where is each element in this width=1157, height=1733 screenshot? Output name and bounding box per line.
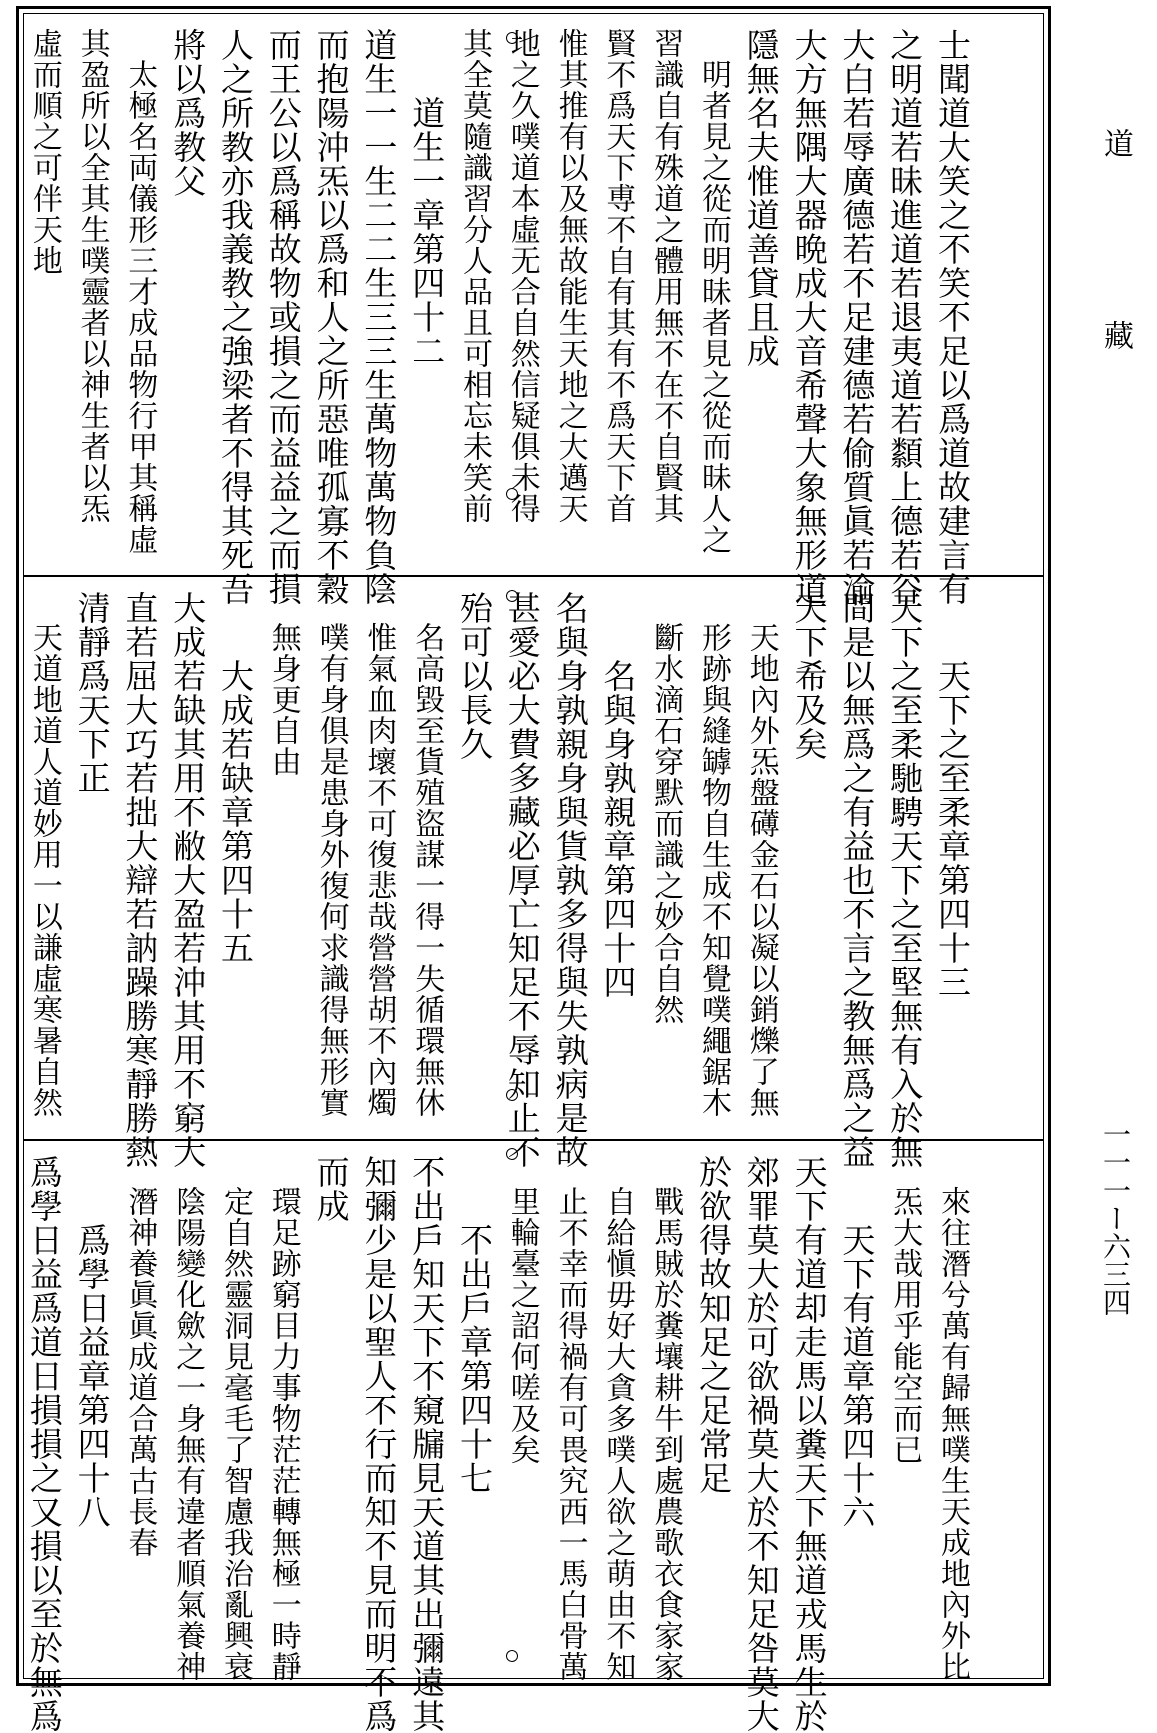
text-column: 殆可以長久 xyxy=(455,591,494,761)
commentary-column: 習識自有殊道之體用無不在不自賢其 xyxy=(648,28,684,524)
commentary-column: 其盈所以全其生噗靈者以神生者以炁 xyxy=(74,28,110,524)
commentary-column: 太極名両儀形三才成品物行甲其稱虛 xyxy=(122,28,158,555)
text-column: 之明道若昧進道若退夷道若纇上德若谷 xyxy=(885,28,925,606)
commentary-column: 戰馬賊於糞壤耕牛到處農歌衣食家家 xyxy=(648,1155,684,1682)
text-column: 隱無名夫惟道善貸且成 xyxy=(741,28,781,368)
text-column: 名與身孰親章第四十四 xyxy=(598,591,638,999)
commentary-column: 天地內外炁盤礡金石以凝以銷爍了無 xyxy=(743,591,779,1118)
commentary-column: 定自然靈洞見毫毛了智慮我治亂興衰 xyxy=(218,1155,253,1682)
commentary-column: 無身更自由 xyxy=(265,591,301,777)
page-frame xyxy=(16,6,1051,1733)
text-column: 天下之至柔章第四十三 xyxy=(933,591,972,999)
text-column: 天下希及矣 xyxy=(789,591,829,761)
text-column: 而成 xyxy=(311,1155,351,1223)
text-column: 天下之至柔馳騁天下之至堅無有入於無 xyxy=(885,591,925,1169)
commentary-column: 天道地道人道妙用一以謙虛寒暑自然 xyxy=(26,591,62,1118)
text-column: 大成若缺章第四十五 xyxy=(216,591,255,965)
punctuation-circle-mark xyxy=(506,1148,518,1160)
text-column: 清靜爲天下正 xyxy=(72,591,112,795)
text-column: 士聞道大笑之不笑不足以爲道故建言有 xyxy=(933,28,972,606)
text-column: 不出戶知天下不窺牖見天道其出彌遠其 xyxy=(407,1155,447,1733)
commentary-column: 噗有身俱是患身外復何求識得無形實 xyxy=(313,591,349,1118)
commentary-column: 自給愼毋好大貪多噗人欲之萌由不知 xyxy=(600,1155,636,1682)
commentary-column: 斷水滴石穿默而識之妙合自然 xyxy=(648,591,684,1025)
text-column: 間是以無爲之有益也不言之教無爲之益 xyxy=(837,591,877,1169)
commentary-column: 形跡與縫罅物自生成不知覺噗繩鋸木 xyxy=(696,591,731,1118)
punctuation-circle-mark xyxy=(506,590,518,602)
punctuation-circle-mark xyxy=(506,1650,518,1662)
commentary-column: 環足跡窮目力事物茫茫轉無極一時靜 xyxy=(265,1155,301,1682)
margin-collection-title: 藏 xyxy=(1098,320,1133,350)
commentary-column: 其全莫隨識習分人品且可相忘未笑前 xyxy=(457,28,492,524)
text-column: 甚愛必大費多藏必厚亡知足不辱知止不 xyxy=(502,591,542,1169)
text-column: 爲學日益爲道日損損之又損以至於無爲 xyxy=(24,1155,64,1733)
text-panel-middle xyxy=(24,577,1043,1169)
punctuation-circle-mark xyxy=(506,488,518,500)
text-column: 道生一章第四十二 xyxy=(407,28,447,368)
text-panel-top xyxy=(24,14,1043,606)
text-column: 道生一一生二二生三三生萬物萬物負陰 xyxy=(359,28,399,606)
margin-book-title: 道 xyxy=(1098,128,1133,158)
text-column: 大成若缺其用不敝大盈若沖其用不窮大 xyxy=(168,591,208,1169)
text-column: 人之所教亦我義教之強梁者不得其死吾 xyxy=(216,28,255,606)
text-column: 而抱陽沖炁以爲和人之所惡唯孤寡不穀 xyxy=(311,28,351,606)
commentary-column: 名高毀至貨殖盜謀一得一失循環無休 xyxy=(409,591,445,1118)
text-column: 大白若辱廣德若不足建德若偷質眞若渝 xyxy=(837,28,877,606)
commentary-column: 地之久噗道本虛无合自然信疑俱未得 xyxy=(504,28,540,524)
text-column: 爲學日益章第四十八 xyxy=(72,1155,112,1529)
punctuation-circle-mark xyxy=(506,1089,518,1101)
commentary-column: 來往潛兮萬有歸無噗生天成地內外比 xyxy=(935,1155,970,1682)
commentary-column: 虛而順之可伴天地 xyxy=(26,28,62,276)
commentary-column: 惟其推有以及無故能生天地之大邁天 xyxy=(552,28,588,524)
text-column: 而王公以爲稱故物或損之而益益之而損 xyxy=(263,28,303,606)
commentary-column: 潛神養眞眞成道合萬古長春 xyxy=(122,1155,158,1558)
commentary-column: 里輪臺之詔何嗟及矣 xyxy=(504,1155,540,1465)
page-frame-inner xyxy=(23,13,1044,1733)
text-column: 於欲得故知足之足常足 xyxy=(694,1155,733,1495)
text-column: 天下有道章第四十六 xyxy=(837,1155,877,1529)
text-column: 郊罪莫大於可欲禍莫大於不知足咎莫大 xyxy=(741,1155,781,1733)
commentary-column: 止不幸而得禍有可畏究西一馬白骨萬 xyxy=(552,1155,588,1682)
text-column: 天下有道却走馬以糞天下無道戎馬生於 xyxy=(789,1155,829,1733)
commentary-column: 賢不爲天下尃不自有其有不爲天下首 xyxy=(600,28,636,524)
commentary-column: 陰陽變化歛之一身無有違者順氣養神 xyxy=(170,1155,206,1682)
text-panel-bottom xyxy=(24,1141,1043,1733)
text-column: 大方無隅大器晩成大音希聲大象無形道 xyxy=(789,28,829,606)
commentary-column: 炁大哉用乎能空而已 xyxy=(887,1155,923,1465)
text-column: 名與身孰親身與貨孰多得與失孰病是故 xyxy=(550,591,590,1169)
text-column: 知彌少是以聖人不行而知不見而明不爲 xyxy=(359,1155,399,1733)
text-column: 直若屈大巧若拙大辯若訥躁勝寒靜勝熱 xyxy=(120,591,160,1169)
text-column: 將以爲教父 xyxy=(168,28,208,198)
commentary-column: 明者見之從而明昧者見之從而昧人之 xyxy=(696,28,731,555)
margin-page-number: 一一一ー六三四 xyxy=(1099,1120,1132,1316)
text-column: 不出戶章第四十七 xyxy=(455,1155,494,1495)
punctuation-circle-mark xyxy=(506,32,518,44)
commentary-column: 惟氣血肉壞不可復悲哉營營胡不內燭 xyxy=(361,591,397,1118)
